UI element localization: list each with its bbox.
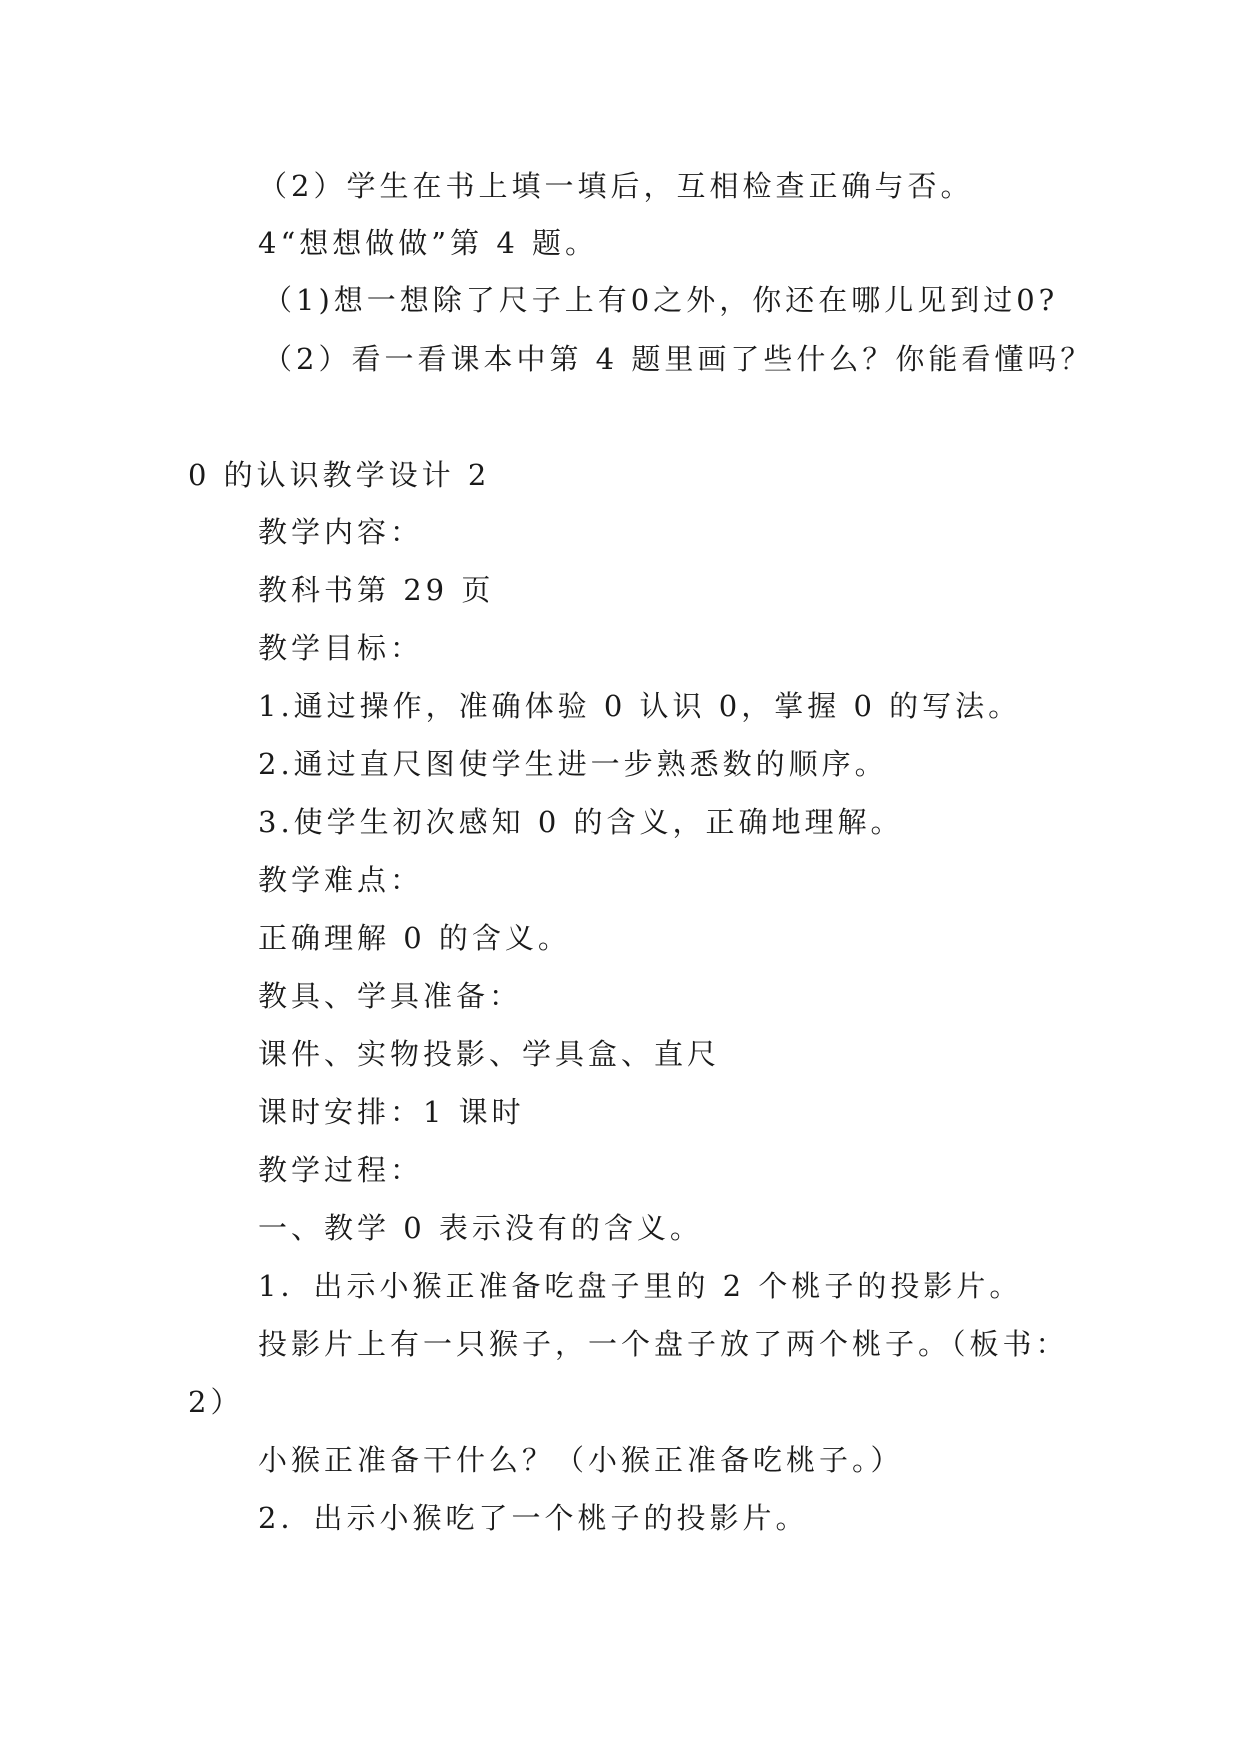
- text-line: 一、教学 0 表示没有的含义。: [258, 1211, 703, 1245]
- text-line: 教学过程：: [258, 1153, 424, 1187]
- text-line: 2.通过直尺图使学生进一步熟悉数的顺序。: [258, 747, 888, 781]
- text-line: 教学难点：: [258, 863, 424, 897]
- text-line: 正确理解 0 的含义。: [258, 921, 571, 955]
- text-line: 课时安排：1 课时: [258, 1095, 525, 1129]
- text-line: 课件、实物投影、学具盒、直尺: [258, 1037, 721, 1071]
- text-line: 教学目标：: [258, 631, 424, 665]
- text-line: 2．出示小猴吃了一个桃子的投影片。: [258, 1501, 809, 1535]
- text-line: 4“想想做做”第 4 题。: [258, 226, 598, 260]
- text-line: 1.通过操作，准确体验 0 认识 0，掌握 0 的写法。: [258, 689, 1022, 723]
- text-line: （1)想一想除了尺子上有0之外，你还在哪儿见到过0?: [263, 283, 1059, 317]
- text-line: 投影片上有一只猴子，一个盘子放了两个桃子。（板书：: [258, 1327, 1069, 1361]
- text-line: 教学内容：: [258, 515, 424, 549]
- text-line: 1．出示小猴正准备吃盘子里的 2 个桃子的投影片。: [258, 1269, 1023, 1303]
- text-line: 教科书第 29 页: [258, 573, 495, 607]
- text-line: 小猴正准备干什么？（小猴正准备吃桃子。）: [258, 1443, 904, 1477]
- section-title: 0 的认识教学设计 2: [188, 458, 491, 492]
- text-line: （2）学生在书上填一填后，互相检查正确与否。: [258, 169, 974, 203]
- text-line: 2）: [188, 1385, 244, 1419]
- text-line: （2）看一看课本中第 4 题里画了些什么？你能看懂吗？: [263, 342, 1094, 376]
- text-line: 教具、学具准备：: [258, 979, 523, 1013]
- text-line: 3.使学生初次感知 0 的含义，正确地理解。: [258, 805, 904, 839]
